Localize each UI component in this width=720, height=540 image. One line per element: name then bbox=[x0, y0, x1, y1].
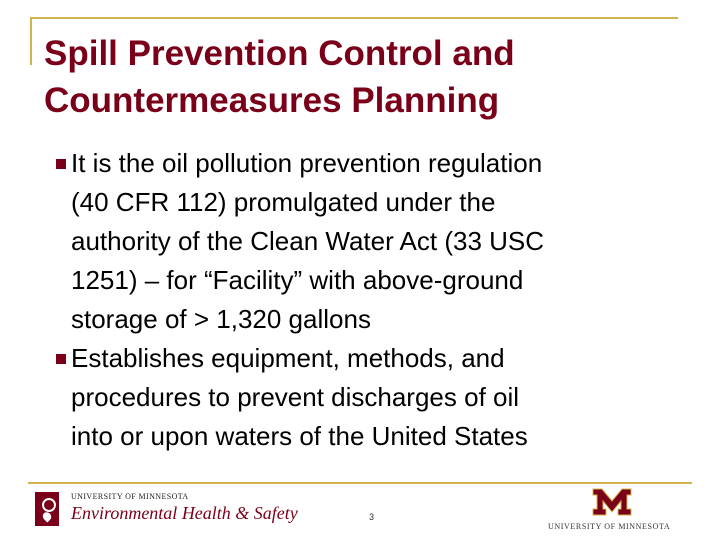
ehs-logo bbox=[35, 490, 335, 530]
footer-rule bbox=[28, 482, 692, 484]
bullet-item bbox=[56, 144, 676, 339]
umn-logo bbox=[548, 488, 688, 532]
bullet-text bbox=[71, 339, 676, 456]
bullet-text bbox=[71, 144, 676, 339]
bullet-line: authority of the Clean Water Act (33 USC bbox=[71, 226, 545, 256]
bullet-item bbox=[56, 339, 676, 456]
bullet-line: into or upon waters of the United States bbox=[71, 421, 528, 451]
biohazard-logo-icon bbox=[35, 492, 59, 526]
bullet-list bbox=[56, 144, 676, 456]
slide-title bbox=[44, 30, 684, 124]
page-number: 3 bbox=[369, 512, 375, 522]
block-m-logo-icon bbox=[592, 488, 632, 516]
bullet-line: procedures to prevent discharges of oil bbox=[71, 382, 520, 412]
title-line: Spill Prevention Control and bbox=[44, 34, 515, 73]
bullet-line: It is the oil pollution prevention regulation bbox=[71, 148, 543, 178]
bullet-line: storage of > 1,320 gallons bbox=[71, 304, 371, 334]
title-line: Countermeasures Planning bbox=[44, 81, 500, 120]
bullet-line: 1251) – for “Facility” with above-ground bbox=[71, 265, 524, 295]
bullet-line: (40 CFR 112) promulgated under the bbox=[71, 187, 496, 217]
ehs-university-name: UNIVERSITY OF MINNESOTA bbox=[71, 492, 189, 501]
ehs-department-name: Environmental Health & Safety bbox=[71, 503, 298, 523]
umn-wordmark: UNIVERSITY OF MINNESOTA bbox=[548, 522, 671, 531]
bullet-line: Establishes equipment, methods, and bbox=[71, 343, 505, 373]
title-frame-top-rule bbox=[30, 17, 678, 19]
square-bullet-icon bbox=[56, 354, 66, 364]
title-frame-left-rule bbox=[30, 17, 32, 65]
square-bullet-icon bbox=[56, 159, 66, 169]
